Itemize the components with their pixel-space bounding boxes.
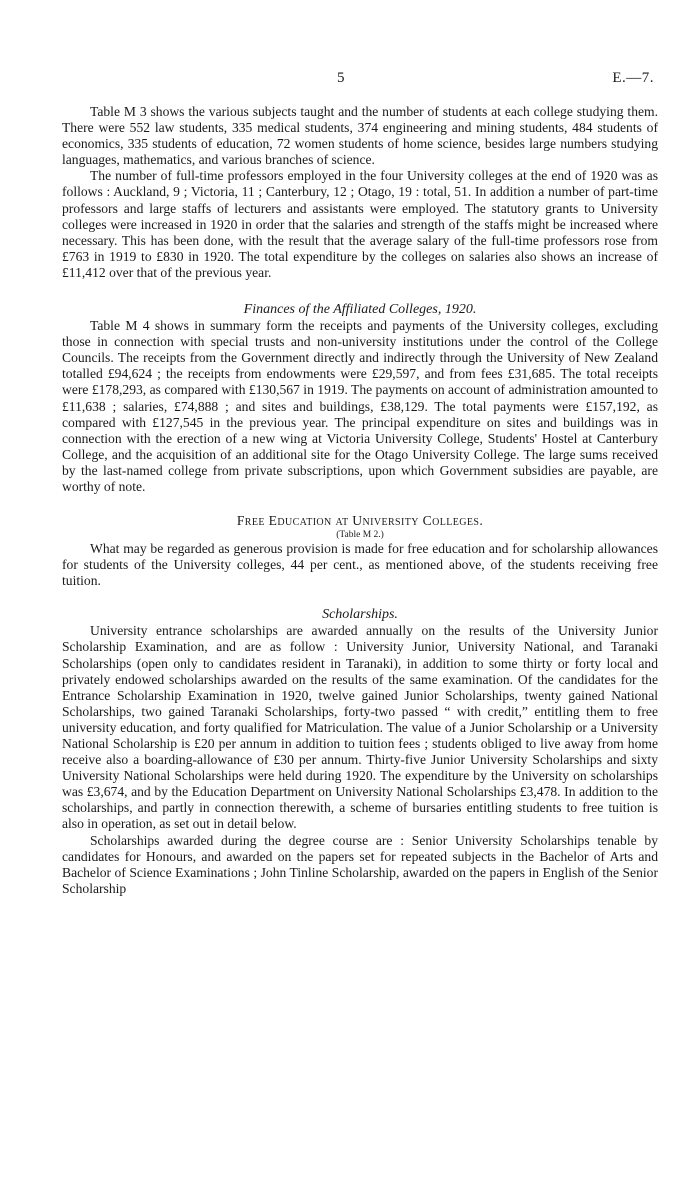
heading-free-education-table-ref: (Table M 2.) (336, 530, 384, 541)
paragraph-professors: The number of full-time professors employed in the four University colleges at the end of 1920 was as follows : Auckland, 9 ; Victoria, 11 ; Canterbury, 12 ; Otago, 19 : total, 51. In addition a number of part-time professors and large staffs of lecturers and assistants were employed. The statutory grants to University colleges were increased in 1920 in order that the salaries and strength of the staffs might be increased where necessary. This has been done, with the result that the average salary of the full-time professors rose from £763 in 1919 to £830 in 1920. The total expenditure by the colleges on salaries also shows an increase of £11,412 over that of the previous year. (62, 168, 658, 280)
document-body (62, 104, 658, 897)
document-reference: E.—7. (612, 70, 654, 86)
paragraph-subjects: Table M 3 shows the various subjects taught and the number of students at each college studying them. There were 552 law students, 335 medical students, 374 engineering and mining students, 484 students of economics, 335 students of education, 72 women students of home science, besides large numbers studying languages, mathematics, and various branches of science. (62, 104, 658, 168)
page-number: 5 (337, 70, 345, 86)
heading-free-education: Free Education at University Colleges. (236, 513, 484, 529)
paragraph-free-education: What may be regarded as generous provision is made for free education and for scholarship allowances for students of the University colleges, 44 per cent., as mentioned above, of the students receiving free tuition. (62, 541, 658, 589)
paragraph-degree-scholarships: Scholarships awarded during the degree course are : Senior University Scholarships tenable by candidates for Honours, and awarded on the papers set for repeated subjects in the Bachelor of Arts and Bachelor of Science Examinations ; John Tinline Scholarship, awarded on the papers in English of the Senior Scholarship (62, 832, 658, 896)
paragraph-finances: Table M 4 shows in summary form the receipts and payments of the University colleges, excluding those in connection with special trusts and non-university institutions under the control of the College Councils. The receipts from the Government directly and indirectly through the University of New Zealand totalled £94,624 ; the receipts from endowments were £29,597, and from fees £31,685. The total receipts were £178,293, as compared with £130,567 in 1919. The payments on account of administration amounted to £11,638 ; salaries, £74,888 ; and sites and buildings, £38,129. The total payments were £157,192, as compared with £127,545 in the previous year. The principal expenditure on sites and buildings was in connection with the erection of a new wing at Victoria University College, Students' Hostel at Canterbury College, and the acquisition of an additional site for the Otago University College. The large sums received by the last-named college from private subscriptions, upon which Government subsidies are payable, are worthy of note. (62, 318, 658, 494)
heading-finances: Finances of the Affiliated Colleges, 1920. (243, 302, 477, 318)
page-header (0, 70, 700, 90)
heading-scholarships: Scholarships. (322, 607, 398, 623)
paragraph-entrance-scholarships: University entrance scholarships are awarded annually on the results of the University Junior Scholarship Examination, and are as follow : University Junior, University National, and Taranaki Scholarships (open only to candidates resident in Taranaki), in addition to some thirty or forty local and privately endowed scholarships awarded on the results of the same examination. Of the candidates for the Entrance Scholarship Examination in 1920, twelve gained Junior Scholarships, twenty gained National Scholarships, two gained Taranaki Scholarships, forty-two passed “ with credit,” entitling them to free university education, and forty qualified for Matriculation. The value of a Junior Scholarship or a University National Scholarship is £20 per annum in addition to tuition fees ; students obliged to live away from home receive also a boarding-allowance of £30 per annum. Thirty-five Junior University Scholarships and sixty University National Scholarships were held during 1920. The expenditure by the University on scholarships was £3,674, and by the Education Department on University National Scholarships £3,478. In addition to the scholarships, and partly in connection therewith, a scheme of bursaries entitling students to free tuition is also in operation, as set out in detail below. (62, 623, 658, 832)
